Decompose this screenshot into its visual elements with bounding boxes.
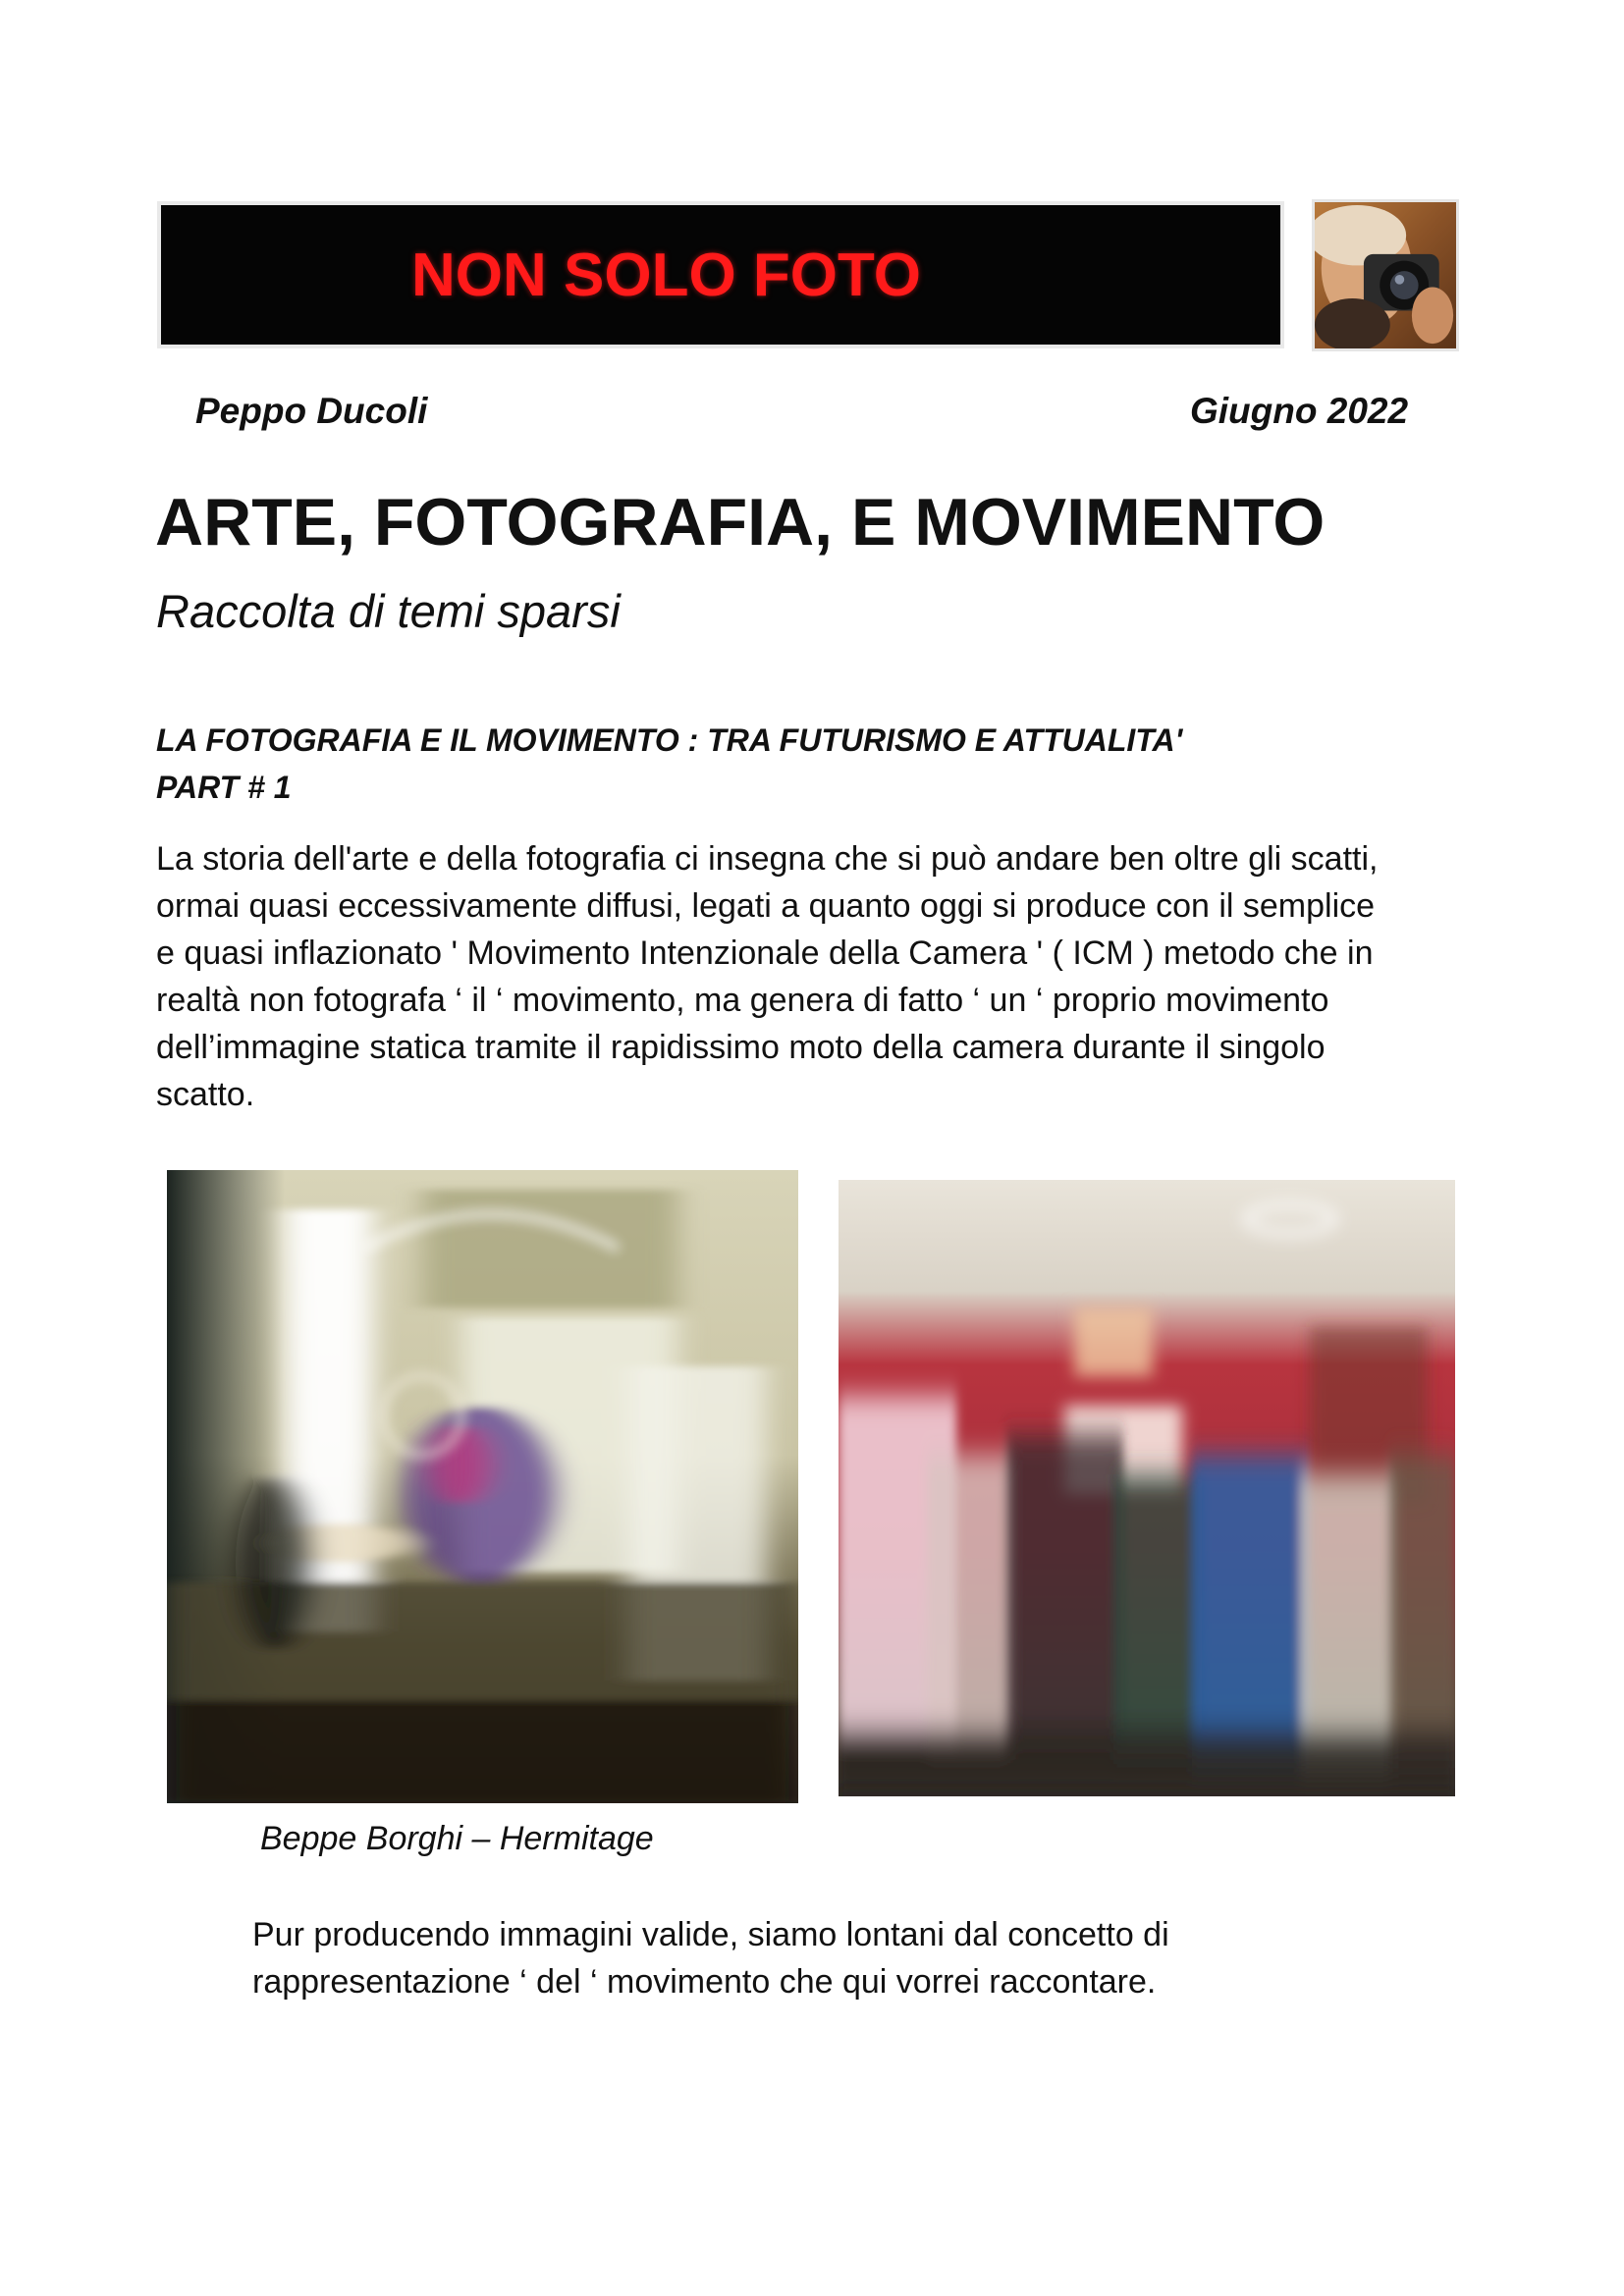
- photo-hermitage-red-room: [839, 1180, 1455, 1796]
- section-heading: [156, 717, 1182, 811]
- publication-date: Giugno 2022: [1190, 391, 1409, 431]
- section-heading-line2: PART # 1: [156, 770, 292, 805]
- header-banner: [157, 201, 1284, 348]
- author-portrait-image: [1312, 199, 1459, 351]
- photo-hermitage-hall: [167, 1170, 798, 1803]
- author-name: Peppo Ducoli: [195, 391, 428, 431]
- section-heading-line1: LA FOTOGRAFIA E IL MOVIMENTO : TRA FUTURISMO E ATTUALITA': [156, 722, 1183, 758]
- page-title: ARTE, FOTOGRAFIA, E MOVIMENTO: [155, 485, 1326, 560]
- banner-title: NON SOLO FOTO: [411, 241, 921, 309]
- body-paragraph: La storia dell'arte e della fotografia ci insegna che si può andare ben oltre gli scatti, ormai quasi eccessivamente diffusi, legati a quanto oggi si produce con il semplice e quasi inflazionato ' Movimento Intenzionale della Camera ' ( ICM ) metodo che in realtà non fotografa ‘ il ‘ movimento, ma genera di fatto ‘ un ‘ proprio movimento dell’immagine statica tramite il rapidissimo moto della camera durante il singolo scatto.: [156, 840, 1379, 1113]
- closing-paragraph: Pur producendo immagini valide, siamo lontani dal concetto di rappresentazione ‘ del ‘ movimento che qui vorrei raccontare.: [252, 1916, 1169, 2001]
- photo-caption: Beppe Borghi – Hermitage: [260, 1820, 654, 1857]
- page-subtitle: Raccolta di temi sparsi: [156, 585, 621, 637]
